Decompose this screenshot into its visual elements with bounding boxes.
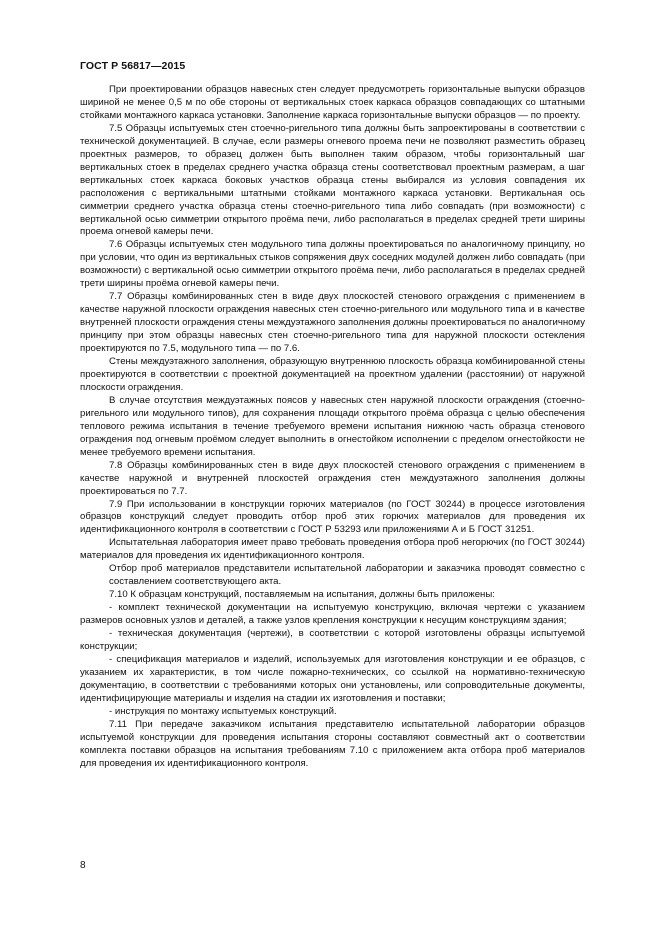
paragraph-7-8: 7.8 Образцы комбинированных стен в виде двух плоскостей стенового ограждения с применением в качестве наружной и внутренней плоскостей ограждения стен междуэтажного заполнения должны проектироваться по 7.7. <box>80 459 585 497</box>
list-item-specification: - спецификация материалов и изделий, используемых для изготовления конструкции и ее образцов, с указанием их характеристик, в том числе пожарно-технических, со ссылкой на нормативно-техническую документацию, в соответствии с требованиями которых они установлены, или сопроводительные документы, идентифицирующие материалы и изделия на стадии их изготовления и поставки; <box>80 653 585 704</box>
paragraph-7-9: 7.9 При использовании в конструкции горючих материалов (по ГОСТ 30244) в процессе изготовления образцов конструкций следует проводить отбор проб этих горючих материалов для проведения их идентификационного контроля в соответствии с ГОСТ Р 53293 или приложениями А и Б ГОСТ 31251. <box>80 498 585 536</box>
paragraph-7-10: 7.10 К образцам конструкций, поставляемым на испытания, должны быть приложены: <box>109 589 495 601</box>
paragraph-7-7-no-belts: В случае отсутствия междуэтажных поясов у навесных стен наружной плоскости ограждения (стоечно-ригельного или модульного типов), для сохранения площади открытого проёма образца с целью обеспечения теплового режима испытания в течение требуемого времени испытания нижнюю часть образца стенового ограждения под огневым проёмом следует выполнить в огнестойком исполнении с пределом огнестойкости не менее требуемого времени испытания. <box>80 394 585 458</box>
list-item-instructions: - инструкция по монтажу испытуемых конструкций. <box>109 705 337 717</box>
page-number: 8 <box>80 860 86 871</box>
document-body <box>80 84 585 771</box>
list-item-tech-docs: - комплект технической документации на испытуемую конструкцию, включая чертежи с указанием размеров основных узлов и деталей, а также узлов крепления конструкции к несущим конструкциям здания; <box>80 602 585 627</box>
document-header: ГОСТ Р 56817—2015 <box>80 60 186 72</box>
paragraph-7-7: 7.7 Образцы комбинированных стен в виде двух плоскостей стенового ограждения с применением в качестве наружной плоскости ограждения навесных стен стоечно-ригельного или модульного типа и в качестве внутренней плоскости ограждения стены междуэтажного заполнения должны проектироваться по аналогичному принципу при этом образцы навесных стен стоечно-ригельного типа для наружной плоскости остекления проектируются по 7.5, модульного типа — по 7.6. <box>80 291 585 355</box>
paragraph-7-11: 7.11 При передаче заказчиком испытания представителю испытательной лаборатории образцов испытуемой конструкции для проведения испытания стороны составляют совместный акт о соответствии комплекта поставки образцов на испытания требованиям 7.10 с приложением акта отбора проб материалов для проведения их идентификационного контроля. <box>80 718 585 769</box>
paragraph-7-6: 7.6 Образцы испытуемых стен модульного типа должны проектироваться по аналогичному принципу, но при условии, что один из вертикальных стыков сопряжения двух соседних модулей должен либо совпадать (при возможности) с вертикальной осью симметрии открытого проёма печи, либо располагаться в пределах средней трети ширины проёма огневой камеры печи. <box>80 239 585 290</box>
list-item-drawings: - техническая документация (чертежи), в соответствии с которой изготовлены образцы испытуемой конструкции; <box>80 628 585 652</box>
paragraph-7-7-walls: Стены междуэтажного заполнения, образующую внутреннюю плоскость образца комбинированной стены проектируются в соответствии с проектной документацией на проектном удалении (расстоянии) от наружной плоскости ограждения. <box>80 356 585 393</box>
paragraph-7-9-lab-right: Испытательная лаборатория имеет право требовать проведения отбора проб негорючих (по ГОСТ 30244) материалов для проведения их идентификационного контроля. <box>80 537 585 562</box>
paragraph-7-5: 7.5 Образцы испытуемых стен стоечно-ригельного типа должны быть запроектированы в соответствии с технической документацией. В случае, если размеры огневого проема печи не позволяют разместить образец проектных размеров, то образец должен быть выполнен таким образом, чтобы горизонтальный шаг вертикальных стоек в пределах среднего участка образца стены соответствовал проектным размерам, а шаг вертикальных стоек каркаса боковых участков образца стены выбирался из условия совпадения их расположения с вертикальными штатными стойками монтажного каркаса установки. Вертикальная ось симметрии среднего участка образца стены стоечно-ригельного типа либо совпадать (при возможности) с вертикальной осью симметрии открытого проёма печи, либо располагаться в пределах средней трети ширины проема огневой камеры печи. <box>80 122 585 238</box>
paragraph-intro: При проектировании образцов навесных стен следует предусмотреть горизонтальные выпуски образцов шириной не менее 0,5 м по обе стороны от вертикальных стоек каркаса образцов совпадающих со штатными стойками монтажного каркаса установки. Заполнение каркаса горизонтальные выпуски образцов — по проекту. <box>80 84 585 121</box>
paragraph-7-9-sampling: Отбор проб материалов представители испытательной лаборатории и заказчика проводят совместно с составлением соответствующего акта. <box>109 563 585 588</box>
